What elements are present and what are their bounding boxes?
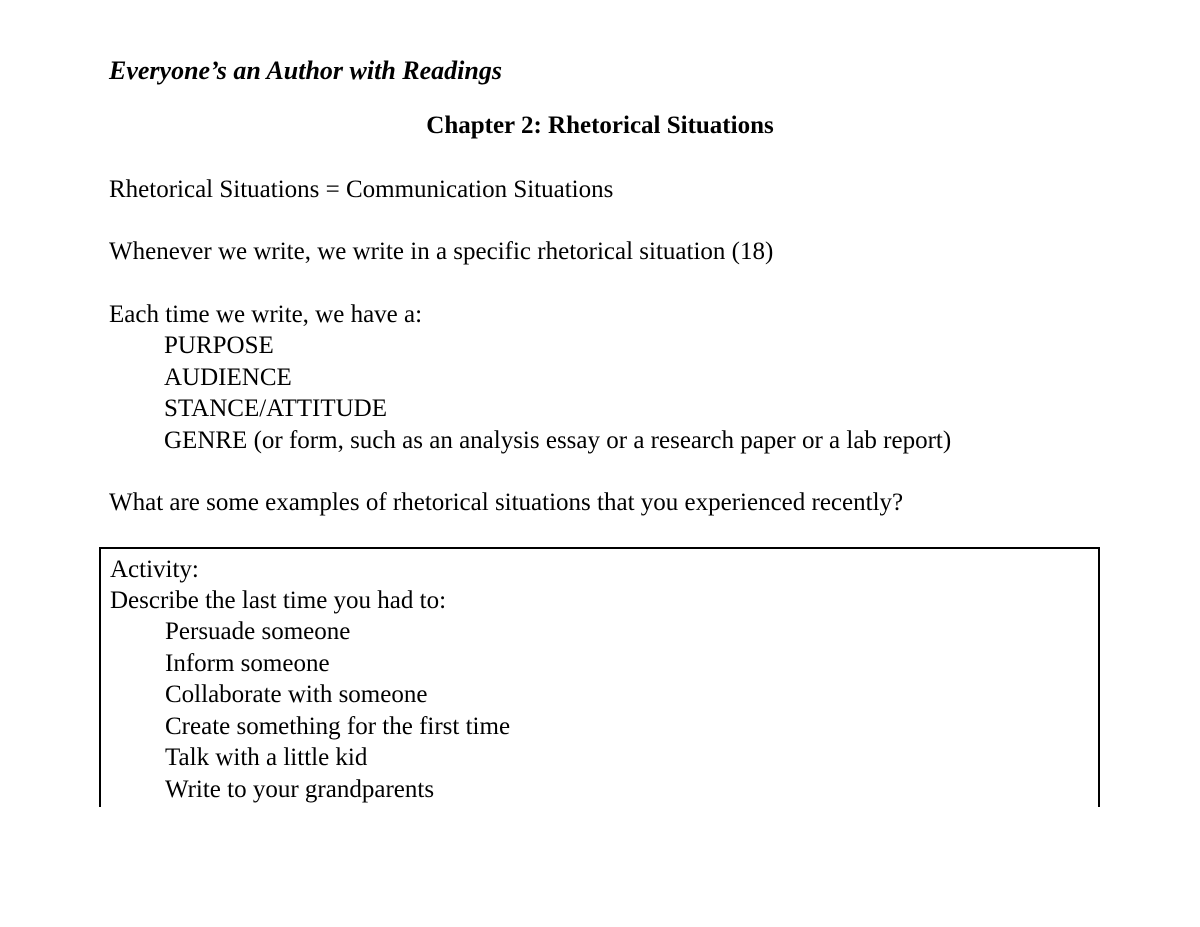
rhetorical-situation-paragraph: Whenever we write, we write in a specific rhetorical situation (18) xyxy=(109,238,774,265)
list-item-audience: AUDIENCE xyxy=(164,363,292,391)
list-item-genre: GENRE (or form, such as an analysis essay or a research paper or a lab report) xyxy=(164,426,952,454)
chapter-title: Chapter 2: Rhetorical Situations xyxy=(426,112,774,139)
definition-paragraph: Rhetorical Situations = Communication Situations xyxy=(109,176,614,203)
list-item-stance: STANCE/ATTITUDE xyxy=(164,395,387,422)
list-intro-paragraph: Each time we write, we have a: xyxy=(109,301,423,328)
activity-list xyxy=(165,616,510,805)
activity-intro: Describe the last time you had to: xyxy=(110,587,447,614)
activity-item-inform: Inform someone xyxy=(165,649,330,677)
activity-box xyxy=(99,547,1100,807)
rhetorical-elements-list xyxy=(164,330,951,456)
activity-item-talk: Talk with a little kid xyxy=(165,744,368,771)
question-paragraph: What are some examples of rhetorical situations that you experienced recently? xyxy=(109,489,904,516)
list-item-purpose: PURPOSE xyxy=(164,332,274,359)
activity-item-write: Write to your grandparents xyxy=(165,775,435,803)
activity-item-persuade: Persuade someone xyxy=(165,618,351,645)
book-title: Everyone’s an Author with Readings xyxy=(109,56,502,85)
activity-item-create: Create something for the first time xyxy=(165,712,511,740)
activity-label: Activity: xyxy=(110,556,199,583)
activity-item-collaborate: Collaborate with someone xyxy=(165,681,428,708)
